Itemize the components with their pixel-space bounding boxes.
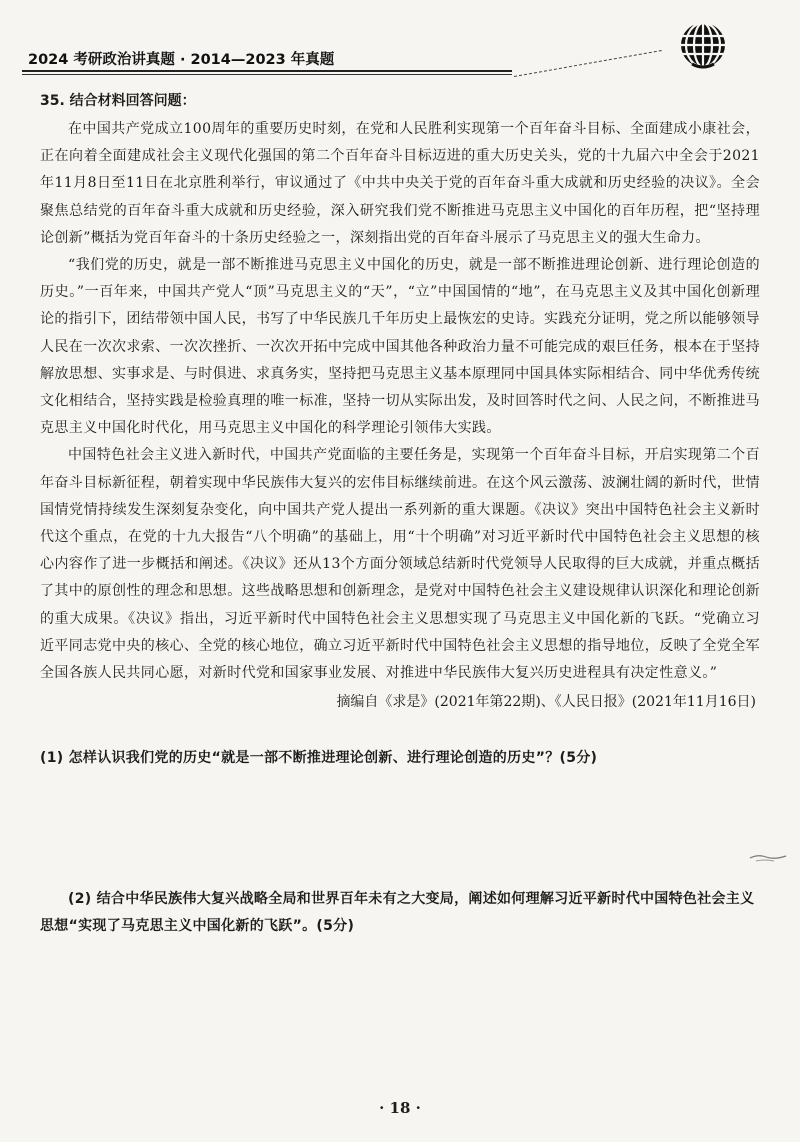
material-paragraph: 在中国共产党成立100周年的重要历史时刻，在党和人民胜利实现第一个百年奋斗目标、全面建成小康社会，正在向着全面建成社会主义现代化强国的第二个百年奋斗目标迈进的重大历史关头，党的十九届六中全会于2021年11月8日至11日在北京胜利举行，审议通过了《中共中央关于党的百年奋斗重大成就和历史经验的决议》。全会聚焦总结党的百年奋斗重大成就和历史经验，深入研究我们党不断推进马克思主义中国化的百年历程，把“坚持理论创新”概括为党百年奋斗的十条历史经验之一，深刻指出党的百年奋斗展示了马克思主义的强大生命力。	[40, 121, 760, 246]
header-rule-thin	[22, 74, 512, 75]
question-material	[40, 90, 760, 715]
margin-scribble-icon	[748, 850, 788, 864]
page-header	[22, 20, 782, 80]
header-rule	[22, 70, 512, 72]
question-heading: 35. 结合材料回答问题：	[40, 93, 196, 109]
header-title: 2024 考研政治讲真题 · 2014—2023 年真题	[28, 52, 335, 68]
sub-question-1: (1) 怎样认识我们党的历史“就是一部不断推进理论创新、进行理论创造的历史”？(5分)	[40, 750, 598, 766]
page-number: · 18 ·	[379, 1099, 421, 1117]
globe-icon	[678, 20, 728, 70]
header-dashed-line	[514, 50, 662, 77]
material-paragraph: “我们党的历史，就是一部不断推进马克思主义中国化的历史，就是一部不断推进理论创新、进行理论创造的历史。”一百年来，中国共产党人“顶”马克思主义的“天”，“立”中国国情的“地”，在马克思主义及其中国化创新理论的指引下，团结带领中国人民，书写了中华民族几千年历史上最恢宏的史诗。实践充分证明，党之所以能够领导人民在一次次求索、一次次挫折、一次次开拓中完成中国其他各种政治力量不可能完成的艰巨任务，根本在于坚持解放思想、实事求是、与时俱进、求真务实，坚持把马克思主义基本原理同中国具体实际相结合、同中华优秀传统文化相结合，坚持实践是检验真理的唯一标准，坚持一切从实际出发，及时回答时代之问、人民之问，不断推进马克思主义中国化时代化，用马克思主义中国化的科学理论引领伟大实践。	[40, 257, 760, 437]
material-source: 摘编自《求是》(2021年第22期)、《人民日报》(2021年11月16日)	[336, 694, 756, 711]
sub-question-2: (2) 结合中华民族伟大复兴战略全局和世界百年未有之大变局，阐述如何理解习近平新时代中国特色社会主义思想“实现了马克思主义中国化新的飞跃”。(5分)	[40, 891, 755, 934]
material-paragraph: 中国特色社会主义进入新时代，中国共产党面临的主要任务是，实现第一个百年奋斗目标，开启实现第二个百年奋斗目标新征程，朝着实现中华民族伟大复兴的宏伟目标继续前进。在这个风云激荡、波澜壮阔的新时代，世情国情党情持续发生深刻复杂变化，向中国共产党人提出一系列新的重大课题。《决议》突出中国特色社会主义新时代这个重点，在党的十九大报告“八个明确”的基础上，用“十个明确”对习近平新时代中国特色社会主义思想的核心内容作了进一步概括和阐述。《决议》还从13个方面分领域总结新时代党领导人民取得的巨大成就，并重点概括了其中的原创性的理念和思想。这些战略思想和创新理念，是党对中国特色社会主义建设规律认识深化和理论创新的重大成果。《决议》指出，习近平新时代中国特色社会主义思想实现了马克思主义中国化新的飞跃。“党确立习近平同志党中央的核心、全党的核心地位，确立习近平新时代中国特色社会主义思想的指导地位，反映了全党全军全国各族人民共同心愿，对新时代党和国家事业发展、对推进中华民族伟大复兴历史进程具有决定性意义。”	[40, 447, 760, 682]
